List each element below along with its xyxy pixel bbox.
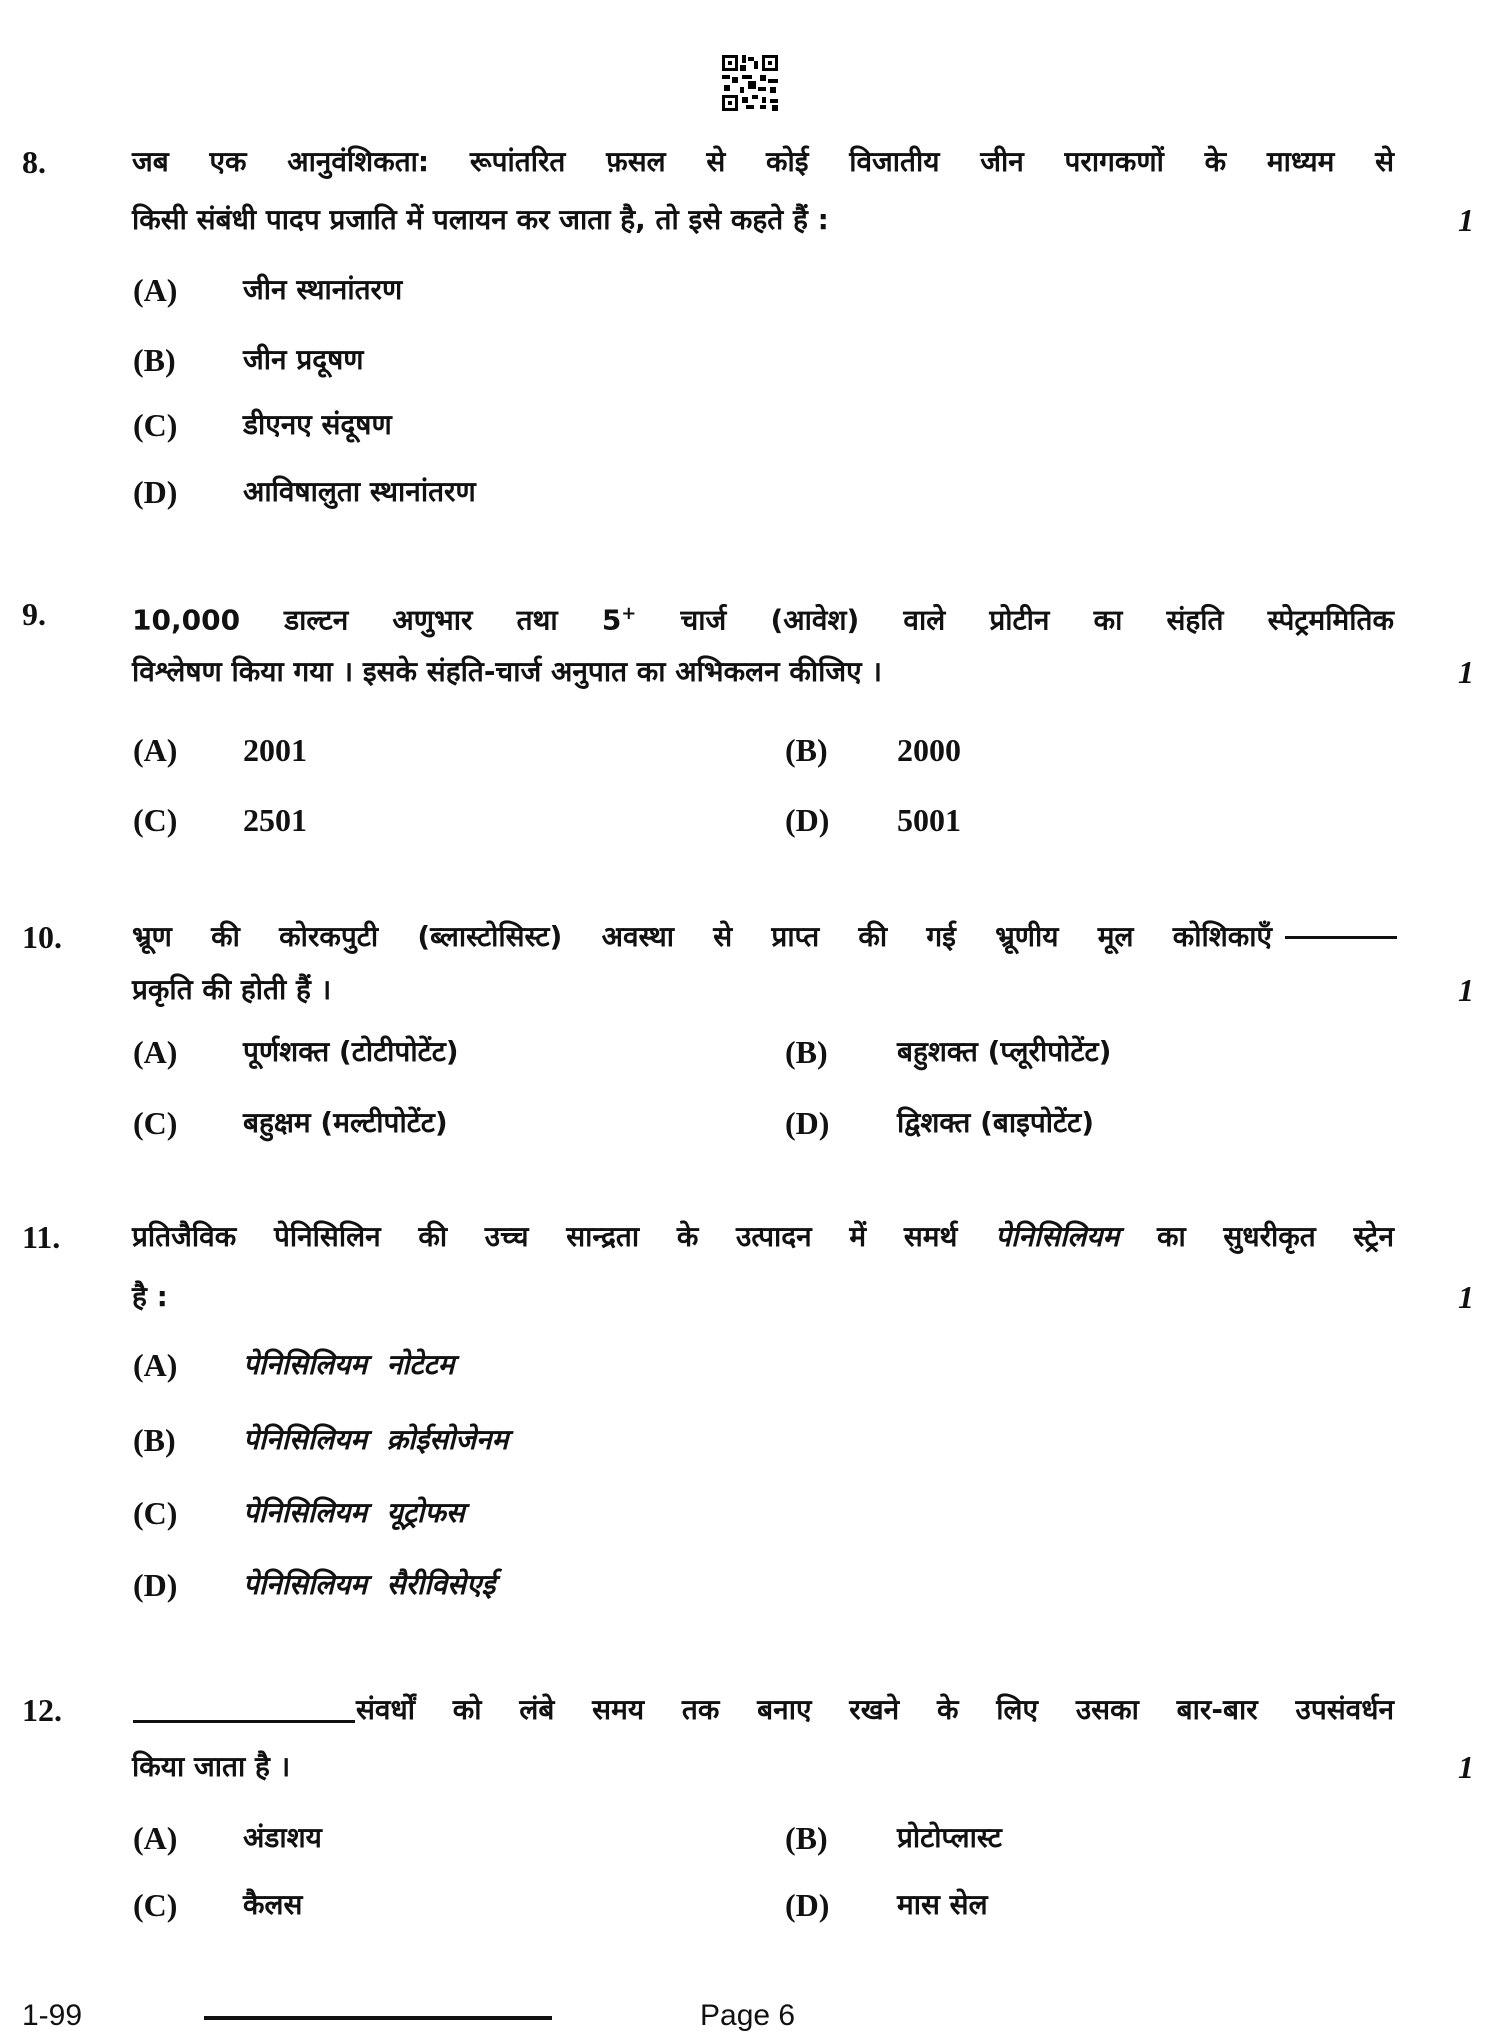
answer-blank [133,1720,355,1723]
option-label: (A) [133,272,178,308]
question-number: 12. [22,1692,62,1728]
option-text[interactable]: पेनिसिलियम सैरीविसेएई [243,1568,496,1601]
option-text[interactable]: जीन प्रदूषण [243,343,364,376]
option-text[interactable]: पेनिसिलियम क्रोईसोजेनम [243,1423,509,1456]
marks: 1 [1458,972,1474,1008]
option-text[interactable]: अंडाशय [243,1821,322,1854]
option-label: (C) [133,1105,178,1141]
option-label: (B) [133,1422,176,1458]
option-text[interactable]: 2001 [243,732,307,768]
text-fragment: 10,000 डाल्टन अणुभार तथा 5 [132,603,622,637]
question-text-line: प्रकृति की होती हैं । [132,973,332,1006]
option-label: (D) [785,1887,830,1923]
option-text[interactable]: कैलस [243,1888,303,1921]
question-text-line: किया जाता है । [132,1750,291,1783]
question-text-line: है : [132,1280,168,1313]
answer-blank [1285,936,1397,939]
question-text-line: जब एक आनुवंशिकता: रूपांतरित फ़सल से कोई विजातीय जीन परागकणों के माध्यम से [132,145,1394,178]
question-text-line: विश्लेषण किया गया । इसके संहति-चार्ज अनुपात का अभिकलन कीजिए । [132,655,883,688]
option-label: (D) [133,1567,178,1603]
option-label: (A) [133,732,178,768]
qr-code-icon [722,55,780,111]
marks: 1 [1458,202,1474,238]
option-text[interactable]: बहुक्षम (मल्टीपोटेंट) [243,1106,448,1139]
option-label: (D) [785,802,830,838]
option-text[interactable]: डीएनए संदूषण [243,408,392,441]
text-fragment: प्रतिजैविक पेनिसिलिन की उच्च सान्द्रता के उत्पादन में समर्थ [132,1220,996,1253]
option-label: (C) [133,407,178,443]
option-text[interactable]: बहुशक्त (प्लूरीपोटेंट) [897,1035,1112,1068]
option-label: (B) [133,342,176,378]
option-text[interactable]: 2000 [897,732,961,768]
paper-code: 1-99 [22,1999,83,2032]
option-text[interactable]: पेनिसिलियम नोटेटम [243,1348,455,1381]
option-label: (B) [785,1820,828,1856]
question-text-line: भ्रूण की कोरकपुटी (ब्लास्टोसिस्ट) अवस्था से प्राप्त की गई भ्रूणीय मूल कोशिकाएँ [132,920,1272,953]
option-text[interactable]: प्रोटोप्लास्ट [897,1821,1002,1854]
option-label: (C) [133,1887,178,1923]
question-text-line [132,1217,1394,1257]
text-fragment: का सुधरीकृत स्ट्रेन [1119,1220,1394,1253]
option-text[interactable]: 2501 [243,802,307,838]
option-label: (D) [785,1105,830,1141]
marks: 1 [1458,1749,1474,1785]
option-text[interactable]: पेनिसिलियम यूट्रोफस [243,1496,465,1529]
option-label: (A) [133,1820,178,1856]
marks: 1 [1458,1279,1474,1315]
question-text-line: संवर्धों को लंबे समय तक बनाए रखने के लिए उसका बार-बार उपसंवर्धन [356,1693,1394,1726]
footer-divider [204,2016,552,2020]
option-label: (A) [133,1347,178,1383]
marks: 1 [1458,654,1474,690]
option-text[interactable]: आविषालुता स्थानांतरण [243,475,476,508]
question-text-line [132,594,1394,640]
option-text[interactable]: द्विशक्त (बाइपोटेंट) [897,1106,1095,1139]
option-text[interactable]: जीन स्थानांतरण [243,273,403,306]
option-label: (B) [785,732,828,768]
page-number: Page 6 [700,1999,796,2032]
option-label: (D) [133,474,178,510]
option-text[interactable]: 5001 [897,802,961,838]
option-text[interactable]: पूर्णशक्त (टोटीपोटेंट) [243,1035,459,1068]
option-label: (B) [785,1034,828,1070]
italic-genus-name: पेनिसिलियम [995,1220,1120,1253]
question-number: 10. [22,919,62,955]
text-fragment: चार्ज (आवेश) वाले प्रोटीन का संहति स्पेट्रममितिक [636,603,1394,637]
option-text[interactable]: मास सेल [897,1888,988,1921]
question-number: 11. [22,1219,61,1255]
superscript: + [621,603,637,624]
option-label: (C) [133,802,178,838]
question-number: 8. [22,144,46,180]
option-label: (A) [133,1034,178,1070]
question-number: 9. [22,596,46,632]
question-text-line: किसी संबंधी पादप प्रजाति में पलायन कर जाता है, तो इसे कहते हैं : [132,203,829,236]
option-label: (C) [133,1495,178,1531]
